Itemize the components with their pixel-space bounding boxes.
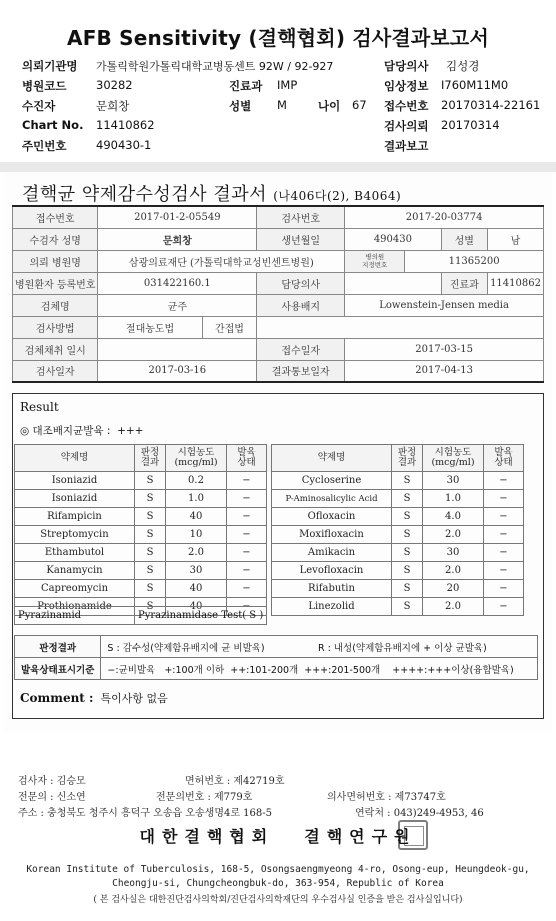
drug-header: 약제명 [15, 445, 135, 472]
drug-conc: 30 [423, 544, 484, 562]
drug-growth: − [484, 490, 524, 508]
drug-conc: 2.0 [423, 562, 484, 580]
patient-reg-label: 병원환자 등록번호 [13, 272, 98, 294]
drug-growth: − [227, 472, 267, 490]
drug-name: Isoniazid [15, 472, 135, 490]
growth-header-1: 발육 [237, 447, 256, 458]
certification-note: ( 본 검사실은 대한진단검사의학회/진단검사의학재단의 우수검사실 인증을 받은 검사실입니다) [93, 895, 463, 905]
org-name-2: 결핵연구원 [304, 827, 417, 846]
comment-label: Comment : [20, 691, 94, 705]
collector-label: 수진자 [22, 99, 56, 113]
drug-conc: 30 [423, 472, 484, 490]
rrn-label: 주민번호 [22, 139, 67, 153]
drug-name: Streptomycin [15, 526, 135, 544]
judge-header-2: 결과 [140, 457, 160, 468]
drug-name: Ofloxacin [272, 508, 392, 526]
age-label: 나이 [318, 99, 341, 113]
drug-row [15, 490, 524, 508]
drug-growth: − [484, 508, 524, 526]
growth-header-r2: 상태 [494, 457, 513, 468]
drug-conc: 1.0 [166, 490, 227, 508]
hosp-reg-value: 11365200 [405, 250, 544, 272]
pyrazinamid-value: Pyrazinamidase Test( S ) [135, 607, 267, 625]
drug-growth: − [484, 544, 524, 562]
dob-value: 490430 [345, 228, 441, 250]
method-value-2: 간접법 [202, 316, 256, 338]
drug-growth: − [227, 562, 267, 580]
doctor-value: 김성경 [446, 59, 480, 73]
drug-growth: − [227, 544, 267, 562]
drug-growth: − [484, 562, 524, 580]
test-no-label: 검사번호 [257, 206, 345, 228]
drug-growth: − [484, 580, 524, 598]
drug-conc: 40 [166, 580, 227, 598]
receipt-no-label: 접수번호 [13, 206, 98, 228]
judge-header-1: 판정 [140, 447, 160, 458]
drug-header-r: 약제명 [272, 445, 392, 472]
specimen-value: 균주 [98, 294, 257, 316]
doctor-label: 담당의사 [384, 59, 429, 73]
org-name-1: 대한결핵협회 [139, 827, 275, 846]
name-value: 문희창 [98, 228, 257, 250]
pyrazinamid-table [14, 606, 267, 625]
phone: 연락처 : 043)249-4953, 46 [355, 808, 484, 819]
test-no-value: 2017-20-03774 [345, 206, 544, 228]
conc-header-r1: 시험농도 [434, 447, 472, 458]
chart-value: 11410862 [96, 118, 155, 132]
drug-name: Linezolid [272, 598, 392, 616]
specimen-label: 검체명 [13, 294, 98, 316]
hospital-code-label: 병원코드 [22, 79, 67, 93]
result-heading: Result [20, 400, 59, 414]
name-label: 수검자 성명 [13, 228, 98, 250]
rrn-value: 490430-1 [96, 138, 152, 152]
sex-value: M [277, 98, 287, 112]
drug-conc: 2.0 [423, 598, 484, 616]
drug-row [15, 580, 524, 598]
drug-result: S [392, 544, 423, 562]
drug-result: S [135, 508, 166, 526]
drug-result: S [392, 472, 423, 490]
drug-conc: 10 [166, 526, 227, 544]
drug-conc: 4.0 [423, 508, 484, 526]
hospital-code-value: 30282 [96, 78, 133, 92]
form-title [22, 180, 401, 206]
age-value: 67 [352, 98, 367, 112]
dept-label-cell: 진료과 [441, 272, 487, 294]
doctor-license: 의사면허번호 : 제73747호 [327, 792, 446, 803]
drug-growth: − [484, 472, 524, 490]
method-value-1: 절대농도법 [98, 316, 202, 338]
drug-conc: 40 [166, 598, 227, 616]
conc-header-r2: (mcg/ml) [431, 457, 475, 468]
receipt-value: 20170314-22161 [441, 98, 541, 112]
patient-info-table [12, 205, 544, 383]
drug-growth: − [227, 580, 267, 598]
drug-name: P-Aminosalicylic Acid [272, 490, 392, 508]
drug-name: Prothionamide [15, 598, 135, 616]
control-value: +++ [117, 425, 144, 437]
clinical-label: 임상정보 [384, 79, 429, 93]
request-label: 검사의뢰 [384, 119, 429, 133]
drug-result: S [135, 472, 166, 490]
dept-value: IMP [277, 78, 298, 92]
growth-header-r1: 발육 [494, 447, 513, 458]
dept-value-cell: 11410862 [488, 272, 544, 294]
collect-date-label: 검체채취 일시 [13, 338, 98, 360]
org-name [0, 824, 556, 847]
drug-result: S [135, 544, 166, 562]
method-label: 검사방법 [13, 316, 98, 338]
sex-label: 성별 [229, 99, 252, 113]
form-code: (나406다(2), B4064) [273, 189, 402, 203]
drug-growth: − [484, 526, 524, 544]
request-value: 20170314 [441, 118, 500, 132]
judge-header-r1: 판정 [397, 447, 417, 458]
receipt-label: 접수번호 [384, 99, 429, 113]
drug-result: S [392, 580, 423, 598]
drug-row [15, 544, 524, 562]
collect-date-value [98, 338, 257, 360]
drug-result: S [392, 526, 423, 544]
hospital-label: 의뢰 병원명 [13, 250, 98, 272]
legend-table [14, 635, 538, 680]
examiner: 검사자 : 김승모 [18, 776, 86, 787]
judge-legend-r: R : 내성(약제함유배지에 + 이상 균발육) [312, 636, 538, 658]
notify-date-label: 결과통보일자 [257, 360, 345, 382]
receipt-date-label: 접수일자 [257, 338, 345, 360]
test-date-label: 검사일자 [13, 360, 98, 382]
drug-row [15, 472, 524, 490]
institution-label: 의뢰기관명 [22, 59, 78, 73]
collector-value: 문희창 [96, 99, 130, 113]
drug-name: Capreomycin [15, 580, 135, 598]
hospital-value: 삼광의료재단 (가톨릭대학교성빈센트병원) [98, 250, 345, 272]
address: 주소 : 충청북도 청주시 흥덕구 오송읍 오송생명4로 168-5 [18, 808, 273, 819]
drug-result: S [135, 526, 166, 544]
drug-result: S [135, 598, 166, 616]
growth-legend-label: 발육상태표시기준 [15, 658, 101, 680]
drug-name: Ethambutol [15, 544, 135, 562]
drug-conc: 0.2 [166, 472, 227, 490]
drug-conc: 30 [166, 562, 227, 580]
drug-name: Rifampicin [15, 508, 135, 526]
sex-label-cell: 성별 [441, 228, 487, 250]
drug-row [15, 508, 524, 526]
drug-growth: − [227, 490, 267, 508]
drug-name: Levofloxacin [272, 562, 392, 580]
report-label: 결과보고 [384, 139, 429, 153]
drug-name: Isoniazid [15, 490, 135, 508]
dob-label: 생년월일 [257, 228, 345, 250]
conc-header-2: (mcg/ml) [174, 457, 218, 468]
chart-label: Chart No. [22, 118, 84, 132]
english-address-1: Korean Institute of Tuberculosis, 168-5, Osongsaengmyeong 4-ro, Osong-eup, Heungdeok-gu, [26, 864, 530, 875]
drug-name: Kanamycin [15, 562, 135, 580]
hosp-reg-label-1: 병의원 [365, 253, 385, 261]
comment-text: 특이사항 없음 [100, 692, 168, 705]
drug-conc: 1.0 [423, 490, 484, 508]
drug-row [15, 562, 524, 580]
drug-name: Amikacin [272, 544, 392, 562]
drug-result: S [135, 490, 166, 508]
drug-growth: − [227, 598, 267, 616]
institution-value: 가톨릭학원가톨릭대학교병동센트 92W / 92-927 [96, 60, 334, 73]
drug-result: S [392, 508, 423, 526]
license-1: 면허번호 : 제42719호 [185, 776, 285, 787]
drug-growth: − [227, 526, 267, 544]
receipt-no-value: 2017-01-2-05549 [98, 206, 257, 228]
judge-legend-s: S : 감수성(약제함유배지에 균 비발육) [101, 636, 312, 658]
control-label: ◎ 대조배지균발육 : [20, 425, 111, 437]
specialist-no: 전문의번호 : 제779호 [156, 792, 253, 803]
section-divider [0, 162, 556, 172]
drug-table [14, 444, 524, 616]
drug-result: S [135, 562, 166, 580]
notify-date-value: 2017-04-13 [345, 360, 544, 382]
patient-reg-value: 031422160.1 [98, 272, 257, 294]
drug-result: S [392, 598, 423, 616]
receipt-date-value: 2017-03-15 [345, 338, 544, 360]
drug-row [15, 526, 524, 544]
growth-legend-text: −:균비발육 +:100개 이하 ++:101-200개 +++:201-500개 ++++:+++이상(융합발육) [101, 658, 538, 680]
drug-name: Rifabutin [272, 580, 392, 598]
growth-header-2: 상태 [237, 457, 256, 468]
hosp-reg-label-2: 지정번호 [362, 261, 388, 269]
medium-value: Lowenstein-Jensen media [345, 294, 544, 316]
drug-conc: 2.0 [166, 544, 227, 562]
drug-growth: − [227, 508, 267, 526]
judge-legend-label: 판정결과 [15, 636, 101, 658]
judge-header-r2: 결과 [397, 457, 417, 468]
form-title-text: 결핵균 약제감수성검사 결과서 [22, 184, 267, 205]
pyrazinamid-name: Pyrazinamid [15, 607, 135, 625]
drug-name: Moxifloxacin [272, 526, 392, 544]
english-address-2: Cheongju-si, Chungcheongbuk-do, 363-954, Republic of Korea [112, 878, 444, 889]
dept-label: 진료과 [229, 79, 263, 93]
attending-value [345, 272, 441, 294]
drug-result: S [392, 490, 423, 508]
drug-growth: − [484, 598, 524, 616]
drug-result: S [135, 580, 166, 598]
sex-value-cell: 남 [488, 228, 544, 250]
comment-line [20, 690, 168, 706]
drug-conc: 20 [423, 580, 484, 598]
drug-conc: 2.0 [423, 526, 484, 544]
drug-conc: 40 [166, 508, 227, 526]
drug-name: Cycloserine [272, 472, 392, 490]
control-growth [20, 423, 143, 438]
report-title: AFB Sensitivity (결핵협회) 검사결과보고서 [67, 26, 489, 50]
test-date-value: 2017-03-16 [98, 360, 257, 382]
attending-label: 담당의사 [257, 272, 345, 294]
medium-label: 사용배지 [257, 294, 345, 316]
clinical-value: I760M11M0 [441, 78, 509, 92]
specialist: 전문의 : 신소연 [18, 792, 86, 803]
conc-header-1: 시험농도 [177, 447, 215, 458]
drug-result: S [392, 562, 423, 580]
